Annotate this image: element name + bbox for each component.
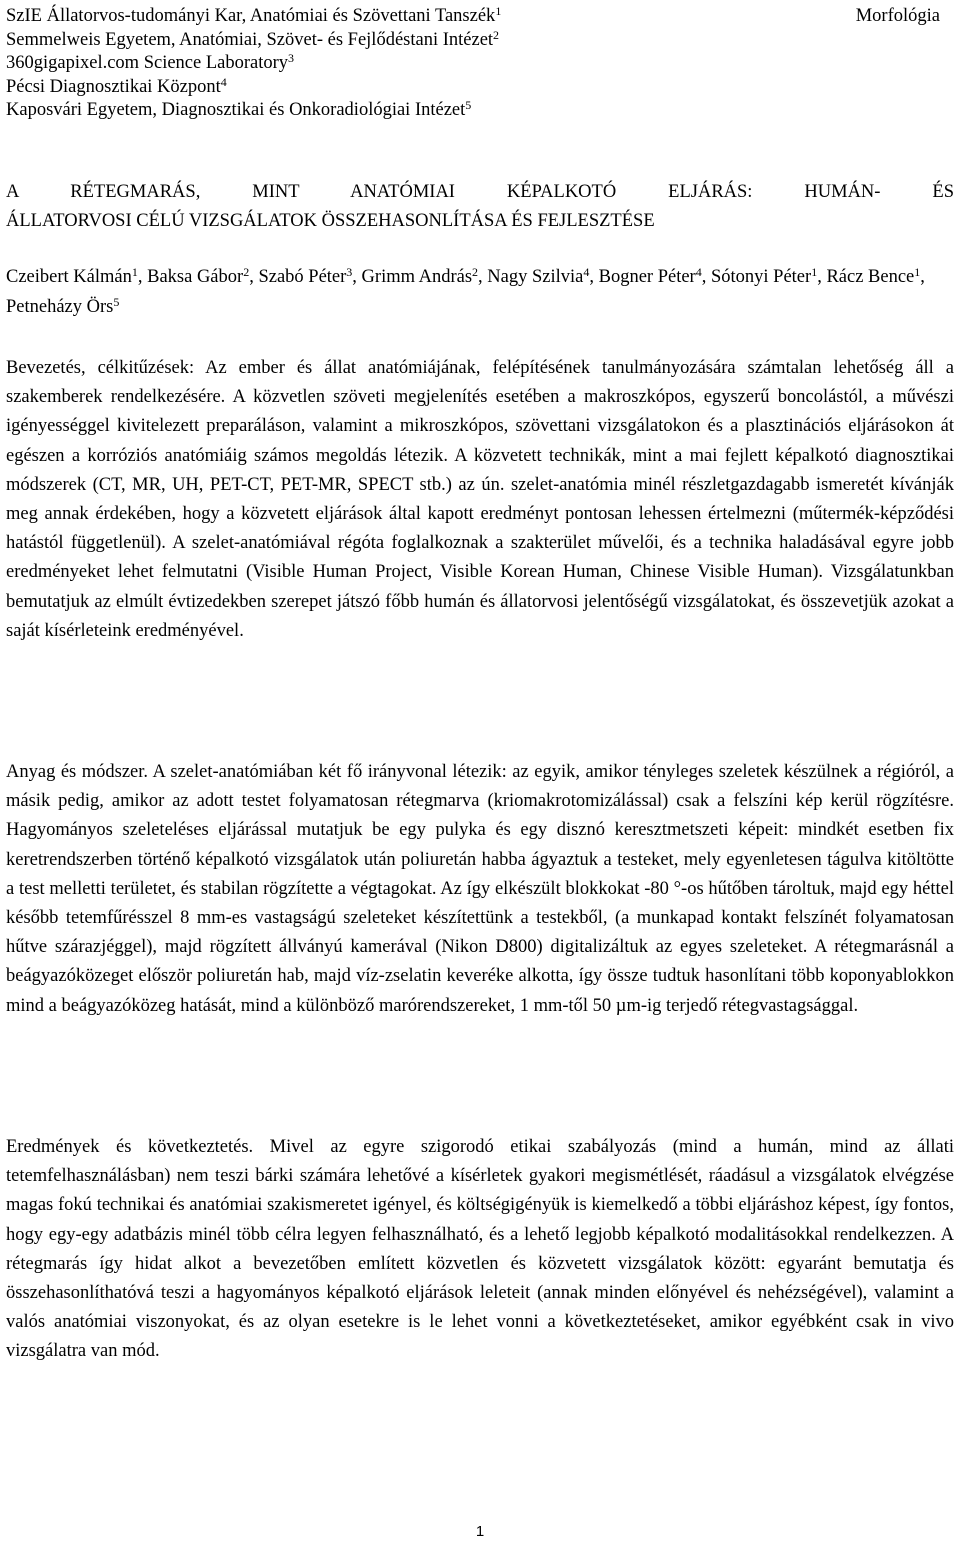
affiliation-mark: 2 [493,27,500,42]
author: Czeibert Kálmán$^1$, [6,265,148,287]
affiliation-mark: 4 [220,74,227,89]
author: Baksa Gábor$^2$, [147,265,259,287]
affiliations [6,5,946,123]
page-number: 1 [475,1523,485,1540]
author: Sótonyi Péter$^1$, [710,265,827,287]
author: Bogner Péter$^4$, [598,265,711,287]
author: Nagy Szilvia$^4$, [487,265,599,287]
author: Rácz Bence$^1$, [826,265,925,287]
affiliation-line: Kaposvári Egyetem, Diagnosztikai és Onkoradiológiai Intézet$^5$ [6,98,472,120]
section-results: Eredmények és következtetés. Mivel az egyre szigorodó etikai szabályozás (mind a humán, mind az állati tetemfelhasználásban) nem teszi bárki számára lehetővé a kísérletek gyakori megismétlését, ráadásul a vizsgálatok elvégzése magas fokú technikai és anatómiai szakismeretet igényel, és költségigényük is kiemelkedő a többi eljáráshoz képest, így fontos, hogy egy-egy adatbázis minél több célra legyen felhasználható, és a lehető legjobb képalkotó modalitásokkal rendelkezzen. A rétegmarás így hidat alkot a bevezetőben említett közvetlen és közvetett vizsgálatok között: egyaránt bemutatja és összehasonlíthatóvá teszi a hagyományos képalkotó eljárások leleteit (annak minden előnyével és nehézségével), valamint a valós anatómiai viszonyokat, és az olyan esetekre is le lehet vonni a következtetéseket, amikor egyébként csak in vivo vizsgálatra van mód. [6,1137,954,1362]
affiliation-mark: 1 [495,4,502,18]
author-list [6,262,954,322]
affiliation-line: 360gigapixel.com Science Laboratory$^3$ [6,51,295,73]
title-line-2: ÁLLATORVOSI CÉLÚ VIZSGÁLATOK ÖSSZEHASONLÍTÁSA ÉS FEJLESZTÉSE [6,211,655,231]
affiliation-mark: 3 [288,51,295,65]
author: Szabó Péter$^3$, [258,265,362,287]
category-label: Morfológia [855,6,940,26]
section-methods: Anyag és módszer. A szelet-anatómiában két fő irányvonal létezik: az egyik, amikor tényleges szeletek készülnek a régióról, a másik pedig, amikor az adott testet folyamatosan rétegmarva (kriomakrotomizálással) csak a felszíni kép kerül rögzítésre. Hagyományos szeleteléses eljárással mutatjuk be egy pulyka és egy disznó keresztmetszeti képeit: mindkét esetben fix keretrendszerben történő képalkotó vizsgálatok után poliuretán habba ágyaztuk a testeket, mely egyenletesen tágulva kitöltötte a test melletti területet, és stabilan rögzítette a végtagokat. Az így elkészült blokkokat -80 °-os hűtőben tároltuk, majd egy héttel később tetemfűrésszel 8 mm-es vastagságú szeleteket készítettünk a testekből, (a munkapad kontakt felszínét folyamatosan hűtve szárazjéggel), majd rögzített állványú kamerával (Nikon D800) digitalizáltuk az egyes szeleteket. A rétegmarásnál a beágyazóközeget először poliuretán hab, majd víz-zselatin keveréke alkotta, így össze tudtuk hasonlítani több koponyablokkon mind a beágyazóközeg hatását, mind a különböző marórendszereket, 1 mm-től 50 µm-ig terjedő rétegvastagsággal. [6,762,954,1016]
affiliation-mark: 5 [465,98,472,112]
affiliation-line: Semmelweis Egyetem, Anatómiai, Szövet- és Fejlődéstani Intézet$^2$ [6,27,500,50]
section-introduction: Bevezetés, célkitűzések: Az ember és állat anatómiájának, felépítésének tanulmányozására számtalan lehetőség áll a szakemberek rendelkezésére. A közvetlen szöveti megjelenítés esetében a makroszkópos, egyszerű boncolástól, a művészi igényességgel kivitelezett preparáláson, valamint a mikroszkópos, szövettani vizsgálatokon és a plasztinációs eljárásokon át egészen a korróziós anatómiáig számos megoldás létezik. A közvetett technikák, mint a mai fejlett képalkotó diagnosztikai módszerek (CT, MR, UH, PET-CT, PET-MR, SPECT stb.) az ún. szelet-anatómia minél részletgazdagabb ismeretét kívánják meg annak érdekében, hogy a közvetett eljárások által kapott eredményt pontosan lehessen értelmezni (műtermék-képződési hatástól függetlenül). A szelet-anatómiával régóta foglalkoznak a szakterület művelői, és a technika haladásával egyre jobb eredményeket lehet felmutatni (Visible Human Project, Visible Korean Human, Chinese Visible Human). Vizsgálatunkban bemutatjuk az elmúlt évtizedekben szerepet játszó főbb humán és állatorvosi jelentőségű vizsgálatokat, és összevetjük azokat a saját kísérleteink eredményével. [6,358,954,641]
paper-title [6,178,954,236]
author: Petneházy Örs$^5$ [6,295,120,317]
author: Grimm András$^2$, [361,265,488,287]
affiliation-line: Pécsi Diagnosztikai Központ$^4$ [6,74,227,97]
affiliation-line: SzIE Állatorvos-tudományi Kar, Anatómiai és Szövettani Tanszék$^1$ [6,4,502,26]
title-line-1: A RÉTEGMARÁS, MINT ANATÓMIAI KÉPALKOTÓ ELJÁRÁS: HUMÁN- ÉS [6,182,954,202]
